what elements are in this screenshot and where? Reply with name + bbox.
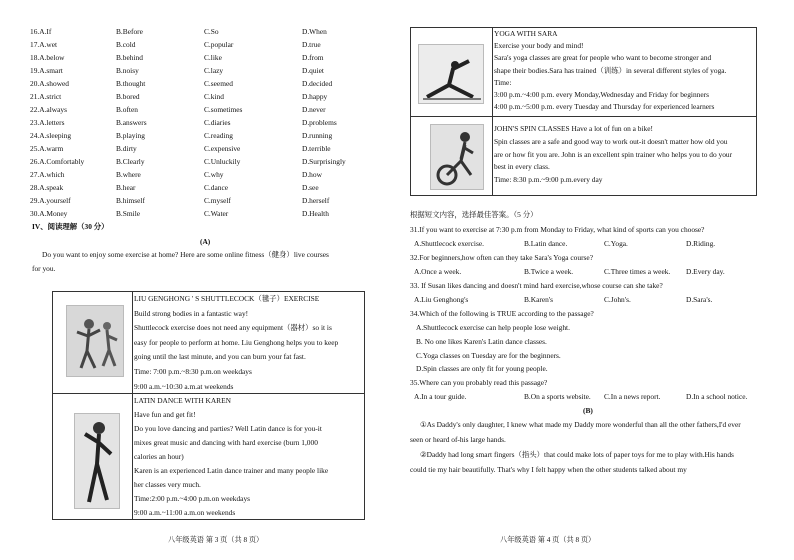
box1-line: Time: 7:00 p.m.~8:30 p.m.on weekdays [134, 367, 252, 376]
option-cell: C.Water [204, 209, 229, 218]
box2-line: her classes very much. [134, 480, 201, 489]
option-cell: D.decided [302, 79, 333, 88]
question-stem: 34.Which of the following is TRUE according to the passage? [410, 309, 594, 318]
option-cell: B.answers [116, 118, 147, 127]
option-cell: D.happy [302, 92, 328, 101]
option-cell: D.When [302, 27, 327, 36]
para1-line2: seen or heard of-his large hands. [410, 435, 506, 444]
option-cell: 22.A.always [30, 105, 67, 114]
ad-table-left-divider [52, 393, 365, 394]
option-cell: C.myself [204, 196, 231, 205]
question-option: D.Sara's. [686, 295, 713, 304]
option-cell: B.Smile [116, 209, 141, 218]
option-cell: 29.A.yourself [30, 196, 71, 205]
question-option: D.Every day. [686, 267, 725, 276]
option-cell: B.Clearly [116, 157, 145, 166]
question-option: B.Twice a week. [524, 267, 574, 276]
option-row [30, 39, 370, 52]
option-row [30, 208, 370, 221]
box1-line: 9:00 a.m.~10:30 a.m.at weekends [134, 381, 234, 391]
question-option: D.Spin classes are only fit for young people. [416, 364, 548, 374]
option-row [30, 156, 370, 169]
box4-line: best in every class. [494, 162, 550, 172]
option-cell: C.like [204, 53, 222, 62]
ad-table-left-col [132, 291, 133, 520]
option-cell: 28.A.speak [30, 183, 64, 192]
option-cell: D.never [302, 105, 326, 114]
question-option: B.Karen's [524, 295, 554, 304]
option-cell: 23.A.letters [30, 118, 65, 127]
option-cell: D.true [302, 40, 321, 49]
option-cell: 26.A.Comfortably [30, 157, 85, 166]
shuttlecock-photo [66, 305, 124, 377]
box4-line: Time: 8:30 p.m.~9:00 p.m.every day [494, 175, 603, 185]
section-iv-title: IV、阅读理解（30 分） [32, 222, 109, 231]
part-b-label: (B) [583, 406, 593, 415]
cloze-options [30, 26, 370, 221]
yoga-photo [418, 44, 484, 104]
latin-dance-photo [74, 413, 120, 509]
option-cell: D.running [302, 131, 333, 140]
option-row [30, 26, 370, 39]
option-cell: C.sometimes [204, 105, 243, 114]
box1-line: easy for people to perform at home. Liu Genghong helps you to keep [134, 337, 339, 347]
option-cell: B.cold [116, 40, 136, 49]
question-option: C.Three times a week. [604, 267, 671, 276]
option-cell: 27.A.which [30, 170, 65, 179]
box4-line: are or how fit you are. John is an excellent spin trainer who helps you to do your [494, 149, 733, 159]
option-cell: B.often [116, 105, 138, 114]
option-row [30, 182, 370, 195]
option-cell: B.dirty [116, 144, 137, 153]
box1-line: LIU GENGHONG ' S SHUTTLECOCK（毽子）EXERCISE [134, 294, 320, 303]
question-option: B.Latin dance. [524, 239, 568, 248]
question-option: B. No one likes Karen's Latin dance classes. [416, 336, 547, 346]
intro-line-2: for you. [32, 264, 56, 273]
question-option: A.Shuttlecock exercise can help people lose weight. [416, 323, 570, 332]
option-row [30, 78, 370, 91]
box2-line: Karen is an experienced Latin dance trainer and many people like [134, 466, 329, 475]
option-cell: C.So [204, 27, 219, 36]
question-option: A.Once a week. [414, 267, 462, 276]
option-cell: B.hear [116, 183, 136, 192]
part-a-label: (A) [200, 237, 211, 246]
para2-line2: could tie my hair beautifully. That's why I felt happy when the other students talked about my [410, 465, 687, 474]
box3-line: YOGA WITH SARA [494, 29, 558, 38]
box2-line: LATIN DANCE WITH KAREN [134, 396, 231, 405]
option-cell: D.quiet [302, 66, 324, 75]
option-cell: C.reading [204, 131, 233, 140]
question-option: B.On a sports website. [524, 392, 591, 402]
option-row [30, 52, 370, 65]
box1-line: going until the last minute, and you can burn your fat fast. [134, 352, 306, 362]
question-stem: 32.For beginners,how often can they take Sara's Yoga course? [410, 253, 593, 262]
option-cell: 24.A.sleeping [30, 131, 72, 140]
box3-line: Exercise your body and mind! [494, 41, 584, 51]
option-cell: C.Unluckily [204, 157, 241, 166]
box4-line: Spin classes are a safe and good way to work out-it doesn't matter how old you [494, 136, 728, 146]
option-cell: 20.A.showed [30, 79, 70, 88]
box3-line: shape their bodies.Sara has trained（训练）in several different styles of yoga. [494, 65, 727, 75]
box2-line: Do you love dancing and parties? Well Latin dance is for you-it [134, 424, 322, 433]
option-cell: D.see [302, 183, 319, 192]
box3-line: Time: [494, 77, 512, 87]
option-cell: D.Health [302, 209, 329, 218]
spin-bike-photo [430, 124, 484, 190]
option-cell: 30.A.Money [30, 209, 68, 218]
option-row [30, 143, 370, 156]
box3-line: 3:00 p.m.~4:00 p.m. every Monday,Wednesday and Friday for beginners [494, 90, 709, 99]
option-cell: B.thought [116, 79, 146, 88]
box2-line: Have fun and get fit! [134, 410, 196, 419]
footer-right: 八年级英语 第 4 页（共 8 页） [500, 536, 596, 544]
question-option: D.In a school notice. [686, 392, 748, 402]
option-cell: 21.A.strict [30, 92, 62, 101]
question-option: A.Liu Genghong's [414, 295, 469, 304]
option-cell: D.from [302, 53, 324, 62]
question-option: C.Yoga. [604, 239, 628, 248]
option-cell: 18.A.below [30, 53, 65, 62]
option-row [30, 117, 370, 130]
footer-left: 八年级英语 第 3 页（共 8 页） [168, 536, 264, 544]
box2-line: 9:00 a.m.~11:00 a.m.on weekends [134, 508, 236, 517]
option-cell: D.problems [302, 118, 337, 127]
box2-line: mixes great music and dancing with hard exercise (burn 1,000 [134, 438, 318, 447]
option-cell: B.behind [116, 53, 143, 62]
box1-line: Shuttlecock exercise does not need any equipment（器材）so it is [134, 323, 332, 333]
question-option: D.Riding. [686, 239, 716, 248]
option-cell: C.diaries [204, 118, 231, 127]
question-option: A.In a tour guide. [414, 392, 467, 402]
option-row [30, 169, 370, 182]
question-option: A.Shuttlecock exercise. [414, 239, 484, 248]
option-cell: 19.A.smart [30, 66, 63, 75]
option-cell: C.lazy [204, 66, 224, 75]
question-stem: 35.Where can you probably read this passage? [410, 378, 548, 388]
option-cell: B.playing [116, 131, 145, 140]
option-cell: C.why [204, 170, 224, 179]
option-row [30, 195, 370, 208]
option-cell: 16.A.If [30, 27, 52, 36]
option-row [30, 104, 370, 117]
question-option: C.Yoga classes on Tuesday are for the beginners. [416, 350, 561, 360]
option-row [30, 65, 370, 78]
option-cell: B.Before [116, 27, 143, 36]
option-cell: B.where [116, 170, 141, 179]
option-cell: C.expensive [204, 144, 241, 153]
para1-line1: ①As Daddy's only daughter, I knew what made my Daddy more wonderful than all the other fathers,I'd ever [420, 420, 741, 429]
box1-line: Build strong bodies in a fantastic way! [134, 308, 249, 318]
ad-table-right-col [492, 27, 493, 196]
question-option: C.John's. [604, 295, 631, 304]
box2-line: calories an hour) [134, 452, 184, 461]
option-cell: 25.A.warm [30, 144, 64, 153]
para2-line1: ②Daddy had long smart fingers（指头）that could make lots of paper toys for me to play with.His hands [420, 450, 734, 459]
box2-line: Time:2:00 p.m.~4:00 p.m.on weekdays [134, 494, 251, 503]
option-cell: D.terrible [302, 144, 331, 153]
option-row [30, 91, 370, 104]
option-cell: B.noisy [116, 66, 139, 75]
box3-line: 4:00 p.m.~5:00 p.m. every Tuesday and Thursday for experienced learners [494, 102, 715, 112]
intro-line-1: Do you want to enjoy some exercise at home? Here are some online fitness（健身）live courses [42, 250, 329, 259]
option-cell: D.herself [302, 196, 330, 205]
question-option: C.In a news report. [604, 392, 661, 402]
option-cell: D.how [302, 170, 322, 179]
option-cell: C.popular [204, 40, 234, 49]
question-stem: 31.If you want to exercise at 7:30 p.m from Monday to Friday, what kind of sports can you choose? [410, 225, 705, 234]
instruction: 根据短文内容，选择最佳答案。（5 分） [410, 210, 538, 219]
option-cell: B.himself [116, 196, 145, 205]
option-cell: C.kind [204, 92, 224, 101]
option-cell: C.seemed [204, 79, 233, 88]
box4-line: JOHN'S SPIN CLASSES Have a lot of fun on a bike! [494, 124, 653, 133]
option-cell: 17.A.wet [30, 40, 58, 49]
ad-table-right-divider [410, 116, 757, 117]
option-cell: C.dance [204, 183, 229, 192]
option-cell: B.bored [116, 92, 140, 101]
option-row [30, 130, 370, 143]
question-stem: 33. If Susan likes dancing and doesn't mind hard exercise,whose course can she take? [410, 281, 663, 290]
box3-line: Sara's yoga classes are great for people who want to become stronger and [494, 53, 712, 63]
option-cell: D.Surprisingly [302, 157, 346, 166]
